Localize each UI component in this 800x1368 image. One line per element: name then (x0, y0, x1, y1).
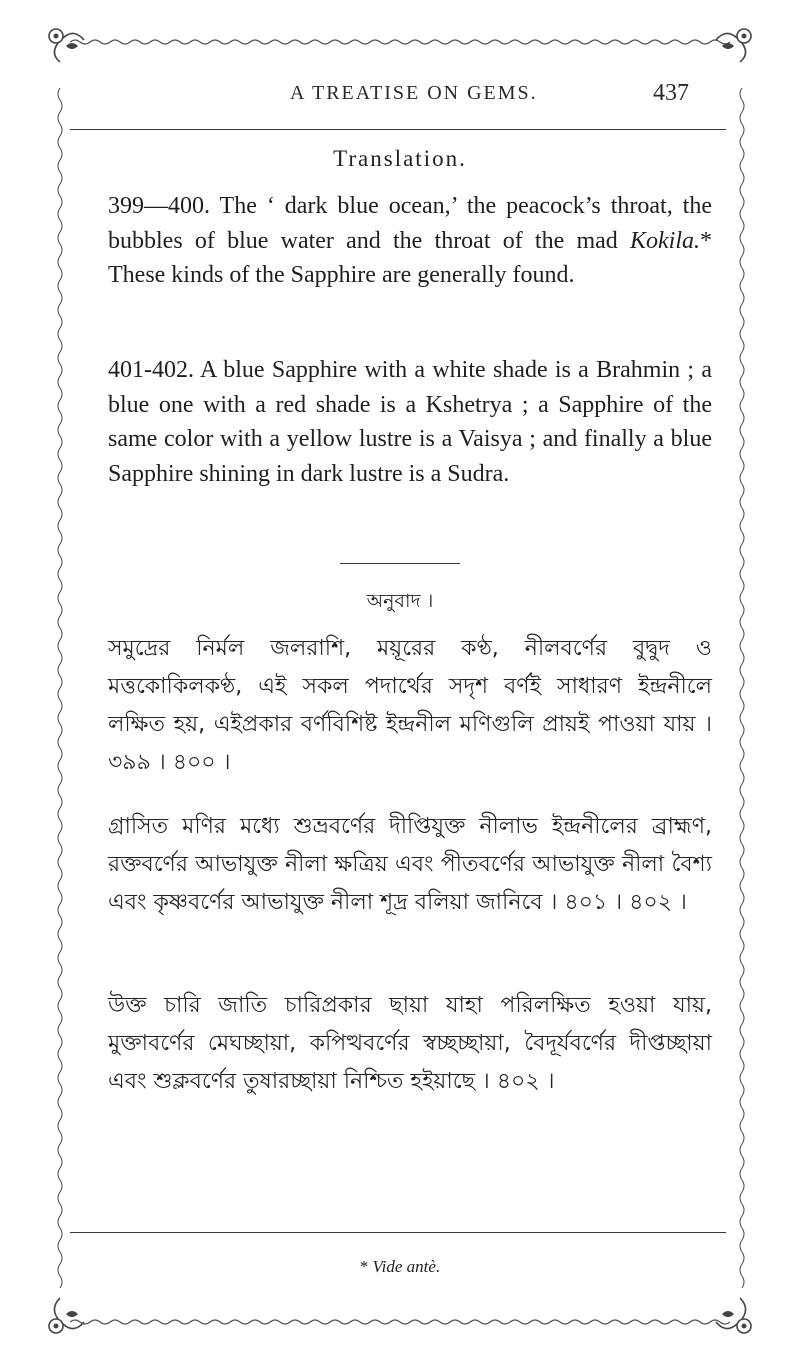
para1-italic-kokila: Kokila. (630, 227, 700, 254)
corner-ornament-top-right (714, 22, 756, 64)
section-divider (340, 563, 460, 564)
footnote-rule (70, 1232, 726, 1233)
running-head-title: A TREATISE ON GEMS. (290, 82, 538, 104)
para1-text-start: 399—400. The ‘ dark blue ocean,’ the peacock’s throat, the bubbles of blue water and the throat of the mad (108, 193, 712, 254)
right-ornamental-border (738, 88, 746, 1288)
left-ornamental-border (56, 88, 64, 1288)
corner-ornament-top-left (44, 22, 86, 64)
translation-paragraph-401-402: 401-402. A blue Sapphire with a white shade is a Brahmin ; a blue one with a red shade is a Kshetrya ; a Sapphire of the same color with a yellow lustre is a Vaisya ; and finally a blue Sapphire shining in dark lustre is a Sudra. (108, 357, 712, 487)
bengali-paragraph-2: গ্রাসিত মণির মধ্যে শুভ্রবর্ণের দীপ্তিযুক্ত নীলাভ ইন্দ্রনীলের ব্রাহ্মণ, রক্তবর্ণের আভাযুক্ত নীলা ক্ষত্রিয় এবং পীতবর্ণের আভাযুক্ত নীলা বৈশ্য এবং কৃষ্ণবর্ণের আভাযুক্ত নীলা শূদ্র বলিয়া জানিবে । ৪০১ । ৪০২ । (108, 814, 712, 915)
translation-paragraph-399-400 (108, 189, 712, 293)
bottom-ornamental-border (70, 1318, 730, 1326)
corner-ornament-bottom-left (44, 1296, 86, 1338)
page-number: 437 (653, 80, 689, 106)
footnote (0, 1257, 800, 1277)
bengali-paragraph-3: উক্ত চারি জাতি চারিপ্রকার ছায়া যাহা পরিলক্ষিত হওয়া যায়, মুক্তাবর্ণের মেঘচ্ছায়া, কপিত্থবর্ণের স্বচ্ছচ্ছায়া, বৈদূর্যবর্ণের দীপ্তচ্ছায়া এবং শুক্লবর্ণের তুষারচ্ছায়া নিশ্চিত হইয়াছে । ৪০২ । (108, 993, 712, 1094)
footnote-mark: * (359, 1257, 373, 1276)
corner-ornament-bottom-right (714, 1296, 756, 1338)
header-rule (70, 129, 726, 130)
bengali-paragraph-1: সমুদ্রের নির্মল জলরাশি, ময়ূরের কণ্ঠ, নীলবর্ণের বুদ্বুদ ও মত্তকোকিলকণ্ঠ, এই সকল পদার্থের সদৃশ বর্ণই সাধারণ ইন্দ্রনীলে লক্ষিত হয়, এইপ্রকার বর্ণবিশিষ্ট ইন্দ্রনীল মণিগুলি প্রায়ই পাওয়া যায় । ৩৯৯ । ৪০০ । (108, 636, 712, 775)
top-ornamental-border (70, 38, 730, 46)
para1-text-end: * These kinds of the Sapphire are generally found. (108, 227, 712, 288)
bengali-heading: অনুবাদ । (366, 590, 434, 612)
footnote-text: Vide antè. (372, 1257, 441, 1276)
translation-heading: Translation. (333, 146, 467, 171)
